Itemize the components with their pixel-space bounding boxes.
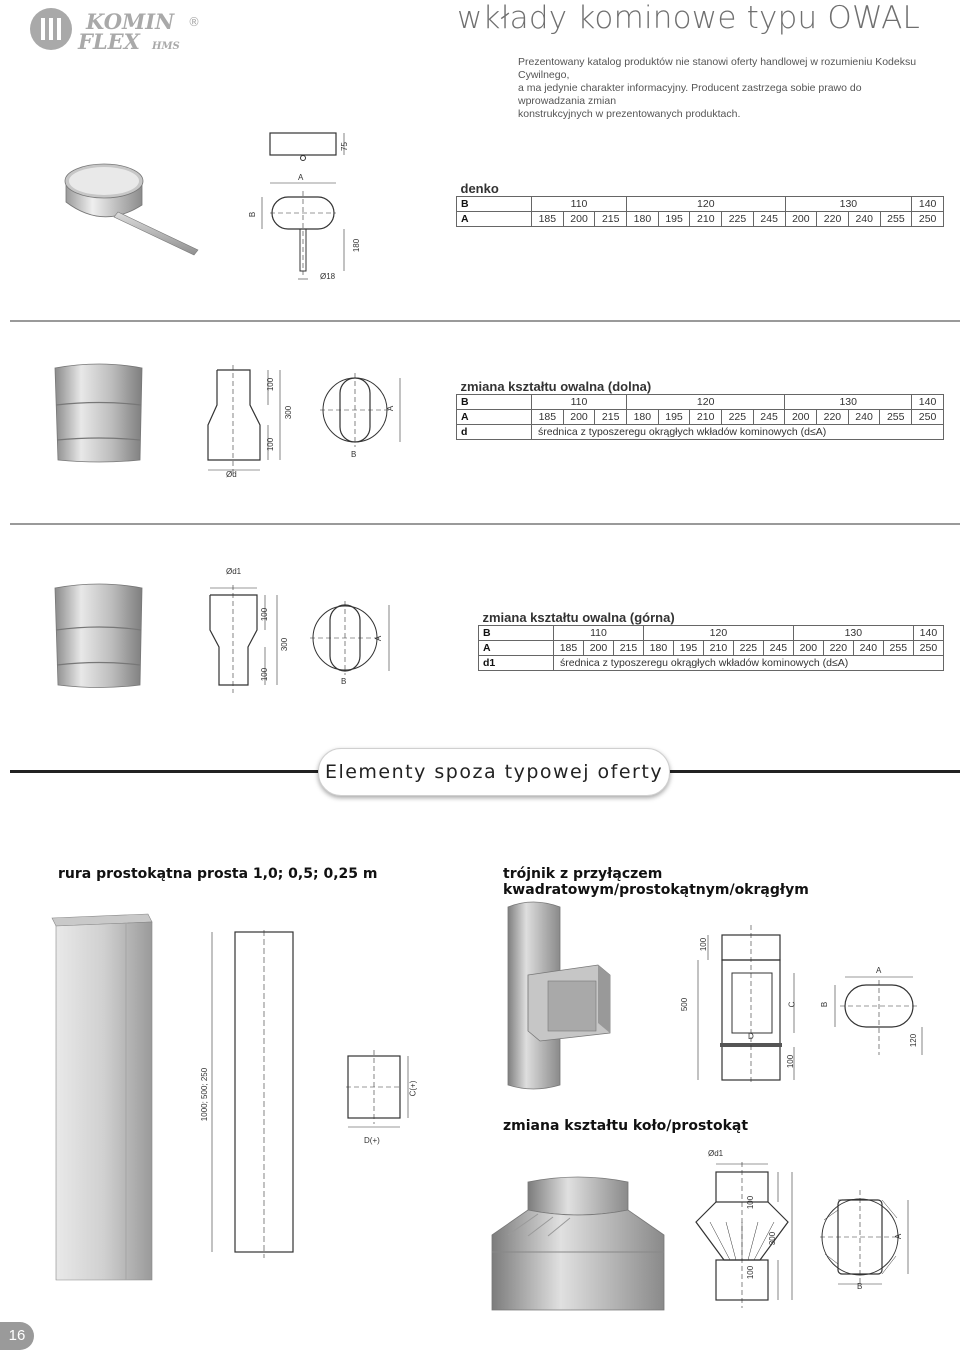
dim-b: B: [341, 677, 347, 686]
cell: 255: [880, 410, 912, 425]
cell: 120: [627, 395, 785, 410]
dim-100: 100: [266, 437, 276, 452]
kolo-drawing: [680, 1160, 930, 1310]
registered-mark: ®: [188, 15, 200, 29]
dim-d: D: [748, 1032, 754, 1041]
dim-120: 120: [909, 1033, 919, 1048]
cell: średnica z typoszeregu okrągłych wkładów kominowych (d≤A): [532, 425, 944, 440]
denko-table: [456, 180, 944, 227]
cell: 200: [563, 212, 595, 227]
dim-diam-d: Ød: [226, 470, 237, 479]
dim-c: C: [787, 1001, 797, 1008]
table-row: [457, 425, 944, 440]
brand-suffix: HMS: [152, 41, 180, 52]
dim-300: 300: [284, 405, 294, 420]
cell: 240: [853, 641, 883, 656]
cell: 240: [848, 410, 880, 425]
brand-line2: FLEX: [78, 29, 140, 52]
dim-a: A: [894, 1233, 904, 1240]
row-label: A: [479, 641, 554, 656]
cell: 250: [913, 641, 943, 656]
section-title-rura: rura prostokątna prosta 1,0; 0,5; 0,25 m: [58, 866, 378, 882]
table-row: [457, 410, 944, 425]
kolo-photo: [488, 1170, 668, 1320]
gorna-photo: [50, 580, 150, 690]
section-title-kolo: zmiana kształtu koło/prostokąt: [503, 1118, 749, 1134]
trojnik-photo: [498, 895, 668, 1095]
denko-photo: [58, 150, 208, 260]
dim-c: C(+): [408, 1080, 418, 1097]
table-row: [457, 395, 944, 410]
dim-500: 500: [680, 997, 690, 1012]
extra-offer-banner: Elementy spoza typowej oferty: [318, 748, 670, 796]
table-row: [479, 656, 944, 671]
cell: 255: [880, 212, 912, 227]
dim-100: 100: [786, 1054, 796, 1069]
cell: 250: [912, 410, 944, 425]
dim-b: B: [248, 211, 258, 218]
komin-flex-logo: [28, 6, 218, 52]
section-title-trojnik: trójnik z przyłączem kwadratowym/prostokątnym/okrągłym: [503, 866, 809, 898]
cell: 210: [690, 212, 722, 227]
cell: 185: [532, 410, 564, 425]
row-label: B: [479, 626, 554, 641]
table-title: zmiana kształtu owalna (dolna): [457, 378, 944, 395]
table-title: zmiana kształtu owalna (górna): [479, 609, 944, 626]
dim-100: 100: [746, 1195, 756, 1210]
cell: średnica z typoszeregu okrągłych wkładów kominowych (d≤A): [554, 656, 944, 671]
cell: 110: [554, 626, 644, 641]
dolna-photo: [50, 360, 150, 465]
dim-b: B: [857, 1282, 863, 1291]
rura-photo: [48, 910, 158, 1282]
cell: 250: [912, 212, 944, 227]
cell: 130: [785, 395, 912, 410]
intro-line: Prezentowany katalog produktów nie stanowi oferty handlowej w rozumieniu Kodeksu Cywilnego,: [518, 56, 917, 81]
dolna-table: [456, 378, 944, 440]
cell: 245: [753, 212, 785, 227]
cell: 130: [785, 197, 912, 212]
dim-100: 100: [746, 1265, 756, 1280]
cell: 200: [785, 410, 817, 425]
cell: 180: [643, 641, 673, 656]
table-row: [479, 641, 944, 656]
dim-100: 100: [266, 377, 276, 392]
row-label: d1: [479, 656, 554, 671]
cell: 195: [673, 641, 703, 656]
dim-300: 300: [768, 1231, 778, 1246]
dim-a: A: [298, 173, 304, 182]
cell: 140: [913, 626, 943, 641]
cell: 180: [627, 410, 659, 425]
dim-100: 100: [699, 937, 709, 952]
dim-b: B: [820, 1001, 830, 1008]
row-label: d: [457, 425, 532, 440]
section-divider: [10, 320, 960, 322]
cell: 200: [583, 641, 613, 656]
dim-diam-d1: Ød1: [708, 1149, 724, 1158]
dolna-drawing: [205, 365, 415, 485]
dim-diam-18: Ø18: [320, 272, 336, 281]
dim-300: 300: [280, 637, 290, 652]
cell: 225: [733, 641, 763, 656]
intro-line: konstrukcyjnych w prezentowanych produktach.: [518, 108, 741, 120]
row-label: A: [457, 410, 532, 425]
intro-text: [518, 56, 928, 121]
page-title: wkłady kominowe typu OWAL: [456, 0, 920, 36]
table-row: [457, 197, 944, 212]
rura-drawing: [200, 930, 430, 1260]
cell: 220: [817, 410, 849, 425]
cell: 245: [753, 410, 785, 425]
row-label: B: [457, 197, 532, 212]
table-row: [457, 212, 944, 227]
dim-b: B: [351, 450, 357, 459]
dim-a: A: [386, 405, 396, 412]
row-label: A: [457, 212, 532, 227]
cell: 195: [658, 410, 690, 425]
cell: 220: [823, 641, 853, 656]
dim-180: 180: [352, 238, 362, 253]
cell: 200: [563, 410, 595, 425]
cell: 225: [722, 410, 754, 425]
dim-75: 75: [339, 142, 349, 151]
cell: 130: [793, 626, 913, 641]
cell: 180: [627, 212, 659, 227]
dim-diam-d1: Ød1: [226, 567, 242, 576]
dim-a: A: [374, 635, 384, 642]
cell: 255: [883, 641, 913, 656]
cell: 210: [690, 410, 722, 425]
intro-line: a ma jedynie charakter informacyjny. Producent zastrzega sobie prawo do wprowadzania zmian: [518, 82, 862, 107]
cell: 215: [595, 410, 627, 425]
dim-d: D(+): [364, 1136, 380, 1145]
cell: 220: [817, 212, 849, 227]
dim-a: A: [876, 966, 882, 975]
cell: 210: [703, 641, 733, 656]
brand-line1: KOMIN: [86, 9, 175, 34]
cell: 215: [595, 212, 627, 227]
cell: 140: [912, 197, 944, 212]
dim-100: 100: [260, 667, 270, 682]
gorna-table: [478, 609, 944, 671]
trojnik-drawing: [690, 925, 940, 1085]
cell: 110: [532, 395, 627, 410]
cell: 245: [763, 641, 793, 656]
dim-length: 1000; 500; 250: [200, 1067, 210, 1122]
cell: 120: [643, 626, 793, 641]
cell: 215: [613, 641, 643, 656]
cell: 240: [848, 212, 880, 227]
gorna-drawing: [205, 585, 415, 695]
dim-100: 100: [260, 607, 270, 622]
denko-drawing: [240, 125, 370, 290]
cell: 200: [793, 641, 823, 656]
section-divider: [10, 523, 960, 525]
table-row: [479, 626, 944, 641]
cell: 120: [627, 197, 785, 212]
cell: 140: [912, 395, 944, 410]
cell: 185: [532, 212, 564, 227]
cell: 110: [532, 197, 627, 212]
cell: 185: [554, 641, 584, 656]
row-label: B: [457, 395, 532, 410]
cell: 225: [722, 212, 754, 227]
cell: 200: [785, 212, 817, 227]
cell: 195: [658, 212, 690, 227]
page-number: 16: [0, 1322, 34, 1350]
table-title: denko: [457, 180, 944, 197]
